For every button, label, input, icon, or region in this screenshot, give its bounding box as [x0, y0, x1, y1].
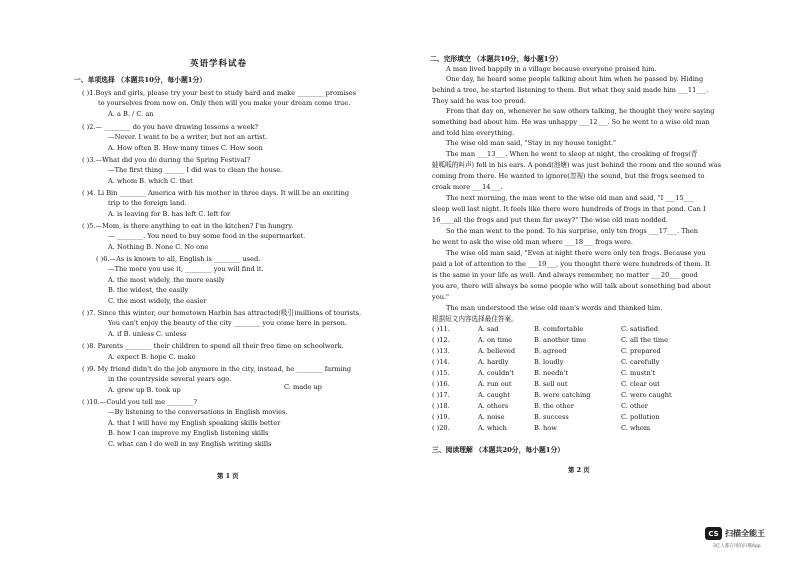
q3-stem-cont: —The first thing ______ I did was to clean the house. [108, 166, 283, 174]
passage-line: is the same in your life as well. And always remember, no matter ___20___ good [432, 271, 698, 279]
page-number: 第 2 页 [568, 466, 590, 474]
passage-line: One day, he heard some people talking about him when he passed by. Hiding [446, 75, 704, 83]
scanner-brand: 扫描全能王 [725, 529, 765, 538]
option-a: A. others [478, 402, 509, 410]
q7-options: A. if B. unless C. unless [108, 330, 187, 338]
passage-line: 16____all the frogs and put them far away?" The wise old man nodded. [432, 216, 668, 224]
q6-option-b: B. the widest, the easily [108, 286, 189, 294]
q8-options: A. expect B. hope C. make [108, 353, 196, 361]
scanner-tagline: 3亿人都在用的扫描App [713, 544, 761, 549]
passage-line: croak more ___14___. [432, 183, 503, 191]
option-a: A. hardly [478, 358, 509, 366]
option-row-num: ( )20. [432, 424, 450, 432]
option-c: C. prepared [621, 347, 661, 355]
option-row-num: ( )17. [432, 391, 450, 399]
option-a: A. caught [478, 391, 510, 399]
q7-stem-cont: You can't enjoy the beauty of the city ________ you come here in person. [108, 319, 347, 327]
option-a: A. which [478, 424, 507, 432]
option-b: B. how [534, 424, 557, 432]
option-b: B. sell out [534, 380, 568, 388]
option-c: C. all the time [621, 336, 669, 344]
q10-option-b: B. how I can improve my English listening skills [108, 429, 269, 437]
page-number: 第 1 页 [217, 472, 239, 480]
passage-line: The man understood the wise old man's words and thanked him. [446, 304, 663, 312]
option-b: B. success [534, 413, 569, 421]
q10-option-c: C. what can I do well in my English writing skills [108, 440, 272, 448]
q9-option-c: C. made up [284, 383, 322, 391]
passage-line: A man lived happily in a village because everyone praised him. [446, 65, 657, 73]
section3-heading: 三、阅读理解 （本题共20分，每小题1分） [432, 446, 565, 454]
q7-stem: ( )7. Since this winter, our hometown Harbin has attracted(吸引)millions of tourists. [82, 309, 362, 317]
passage-line: From that day on, whenever he saw others talking, he thought they were saying [446, 107, 715, 115]
q6-option-a: A. the most widely, the more easily [108, 276, 225, 284]
passage-line: you." [432, 293, 450, 301]
option-b: B. were catching [534, 391, 591, 399]
answer-instruction: 根据短文内容选择最佳答案。 [432, 315, 518, 323]
q6-stem: ( )6.—As is known to all, English is ________ used. [96, 255, 261, 263]
passage-line: So the man went to the pond. To his surprise, only ten frogs ___17___. Then [446, 227, 698, 235]
option-c: C. whom [621, 424, 651, 432]
option-row-num: ( )11. [432, 325, 450, 333]
q3-options: A. whom B. which C. that [108, 177, 193, 185]
option-b: B. another time [534, 336, 587, 344]
passage-line: sleep well last night. It feels like there were hundreds of frogs in that pond. Can I [432, 205, 706, 213]
q9-stem-cont: in the countryside several years ago. [108, 375, 232, 383]
q6-option-c: C. the most widely, the easier [108, 297, 207, 305]
passage-line: 蛙呱呱的叫声) fell in his ears. A pond(池塘) was just behind the room and the sound was [432, 161, 722, 169]
option-b: B. comfortable [534, 325, 584, 333]
option-a: A. sad [478, 325, 499, 333]
exam-page-2 [430, 0, 748, 561]
q6-stem-cont: —The more you use it, ________ you will find it. [108, 265, 264, 273]
passage-line: The wise old man said, "Stay in my house tonight." [446, 139, 617, 147]
passage-line: something bad about him. He was unhappy ___12___. So he went to a wise old man [432, 118, 710, 126]
q2-options: A. How often B. How many times C. How soon [108, 144, 263, 152]
option-b: B. the other [534, 402, 574, 410]
passage-line: The man ___13___. When he went to sleep at night, the croaking of frogs(青 [446, 150, 698, 158]
option-a: A. couldn't [478, 369, 514, 377]
option-row-num: ( )12. [432, 336, 450, 344]
q9-options-ab: A. grew up B. took up [108, 386, 181, 394]
option-c: C. were caught [621, 391, 672, 399]
option-a: A. believed [478, 347, 516, 355]
q2-stem: ( )2.— ________ do you have drawing lessons a week? [82, 123, 259, 131]
option-row-num: ( )18. [432, 402, 450, 410]
option-b: B. agreed [534, 347, 567, 355]
q10-stem-cont: —By listening to the conversations in English movies. [108, 408, 288, 416]
passage-line: The wise old man said, "Even at night there were only ten frogs. Because you [446, 249, 706, 257]
q1-stem: ( )1.Boys and girls, please try your best to study hard and make ________ promises [82, 89, 357, 97]
q4-stem: ( )4. Li Bin ________ America with his mother in three days. It will be an exciting [82, 189, 350, 197]
option-row-num: ( )13. [432, 347, 450, 355]
option-b: B. needn't [534, 369, 569, 377]
passage-line: behind a tree, he started listening to them. But what they said made him ___11___. [432, 86, 709, 94]
passage-line: and told him everything. [432, 129, 515, 137]
scanner-logo-icon: CS [705, 527, 722, 540]
q2-stem-cont: —Never. I want to be a writer, but not an artist. [108, 133, 268, 141]
q10-option-a: A. that I will have my English speaking skills better [108, 419, 281, 427]
option-a: A. noise [478, 413, 505, 421]
option-row-num: ( )16. [432, 380, 450, 388]
option-c: C. pollution [621, 413, 660, 421]
passage-line: The next morning, the man went to the wise old man and said, "I ___15___ [446, 194, 694, 202]
option-a: A. on time [478, 336, 513, 344]
q5-stem: ( )5.—Mom, is there anything to eat in the kitchen? I'm hungry. [82, 222, 294, 230]
q9-stem: ( )9. My friend didn't do the job anymore in the city, instead, he ________ farming [82, 365, 352, 373]
q4-stem-cont: trip to the foreign land. [108, 199, 187, 207]
passage-line: paid a lot of attention to the ___19___, you thought there were hundreds of them. It [432, 260, 711, 268]
option-row-num: ( )14. [432, 358, 450, 366]
option-c: C. clear out [621, 380, 660, 388]
option-b: B. loudly [534, 358, 564, 366]
option-c: C. mustn't [621, 369, 656, 377]
passage-line: They said he was too proud. [432, 97, 526, 105]
q10-stem: ( )10.—Could you tell me ________? [82, 398, 198, 406]
passage-line: you are, there will always be some people who will talk about something bad about [432, 282, 711, 290]
option-a: A. run out [478, 380, 512, 388]
section1-heading: 一、单项选择 （本题共10分，每小题1分） [74, 76, 207, 84]
option-c: C. carefully [621, 358, 660, 366]
exam-page-1 [72, 0, 390, 561]
option-c: C. other [621, 402, 648, 410]
q5-stem-cont: — ________. You need to buy some food in the supermarket. [108, 232, 306, 240]
q4-options: A. is leaving for B. has left C. left for [108, 210, 231, 218]
option-c: C. satisfied [621, 325, 658, 333]
q8-stem: ( )8. Parents ________ their children to spend all their free time on schoolwork. [82, 342, 344, 350]
q1-options: A. a B. / C. an [108, 110, 154, 118]
passage-line: coming from there. He wanted to ignore(忽视) the sound, but the frogs seemed to [432, 172, 705, 180]
section2-heading: 二、完形填空 （本题共10分，每小题1分） [430, 55, 563, 63]
q1-stem-cont: to yourselves from now on. Only then will you make your dream come true. [98, 99, 351, 107]
q3-stem: ( )3.—What did you do during the Spring Festival? [82, 156, 251, 164]
q5-options: A. Nothing B. None C. No one [108, 243, 209, 251]
passage-line: he went to ask the wise old man where ___18___ frogs were. [432, 238, 634, 246]
exam-title: 英语学科试卷 [190, 59, 248, 69]
option-row-num: ( )15. [432, 369, 450, 377]
option-row-num: ( )19. [432, 413, 450, 421]
